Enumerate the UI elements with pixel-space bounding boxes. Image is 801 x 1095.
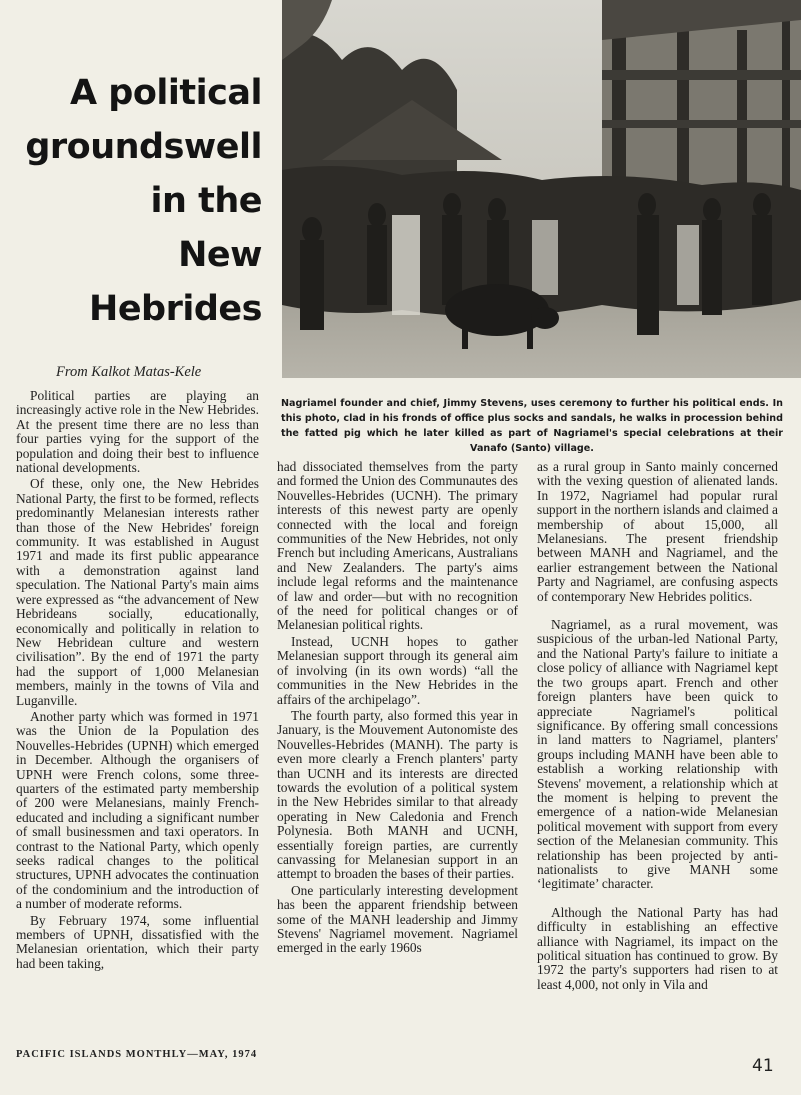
procession-photo (282, 0, 801, 378)
headline-line-5: Hebrides (89, 289, 262, 329)
byline: From Kalkot Matas-Kele (56, 364, 202, 380)
paragraph: Instead, UCNH hopes to gather Melanesian support through its general aim of involving (in its own words) “all the communities in the New Hebrides in the affairs of the archipelago”. (277, 633, 518, 707)
paragraph: Of these, only one, the New Hebrides National Party, the first to be formed, reflects predominantly Melanesian interests rather than those of the New Hebrides' foreign community. It was established in August 1971 and made its first public appearance with a demonstration against land speculation. The National Party's main aims were expressed as “the advancement of New Hebrideans socially, educationally, economically and politically in relation to New Hebridean culture and western civilisation”. By the end of 1971 the party had the support of 1,000 Melanesian members, mainly in the towns of Vila and Luganville. (16, 476, 259, 708)
paragraph: as a rural group in Santo mainly concerned with the vexing question of alienated lands. In 1972, Nagriamel had popular rural support in the northern islands and claimed a membership of about 15,000, all Melanesians. The present friendship between MANH and Nagriamel, and the earlier estrangement between the National Party and Nagriamel, are confusing aspects of contemporary New Hebrides politics. (537, 459, 778, 604)
article-photo (282, 0, 801, 378)
page-number: 41 (752, 1056, 774, 1076)
headline-line-1: A political (70, 73, 262, 113)
article-column-1 (16, 389, 259, 971)
article-headline (20, 66, 262, 336)
paragraph: Although the National Party has had difficulty in establishing an effective alliance with Nagriamel, its impact on the political situation has continued to grow. By 1972 the party's supporters had risen to at least 4,000, not only in Vila and (537, 904, 778, 992)
paragraph: One particularly interesting development has been the apparent friendship between some of the MANH leadership and Jimmy Stevens' Nagriamel movement. Nagriamel emerged in the early 1960s (277, 882, 518, 956)
paragraph: Political parties are playing an increasingly active role in the New Hebrides. At the present time there are no less than four parties vying for the support of the population and doing their best to influence national developments. (16, 388, 259, 476)
paragraph: Another party which was formed in 1971 was the Union de la Population des Nouvelles-Hebrides (UPNH) which emerged in December. Although the organisers of UPNH were French colons, some three-quarters of the estimated party membership of 200 were Melanesians, mainly French-educated and including a significant number of small businessmen and taxi operators. In contrast to the National Party, which openly seeks radical changes to the political structures, UPNH advocates the continuation of the condominium and the introduction of a number of moderate reforms. (16, 708, 259, 912)
headline-line-3: in the (150, 181, 262, 221)
paragraph: Nagriamel, as a rural movement, was suspicious of the urban-led National Party, and the National Party's failure to initiate a close policy of alliance with Nagriamel kept the two groups apart. French and other foreign planters have been quick to appreciate Nagriamel's political significance. By offering small concessions in land matters to Nagriamel, planters' groups including MANH have been able to establish a working relationship with Stevens' movement, a relationship which at the moment is helping to prevent the emergence of a nation-wide Melanesian political movement with support from every section of the Melanesian community. This relationship has been projected by anti-nationalists to give MANH some ‘legitimate’ character. (537, 617, 778, 892)
headline-line-2: groundswell (25, 127, 262, 167)
paragraph: By February 1974, some influential members of UPNH, dissatisfied with the Melanesian orientation, which their party had been taking, (16, 912, 259, 971)
article-column-3 (537, 460, 778, 992)
article-column-2 (277, 460, 518, 956)
paragraph: The fourth party, also formed this year in January, is the Mouvement Autonomiste des Nouvelles-Hebrides (MANH). The party is even more clearly a French planters' party than UCNH and its interests are directed towards the evolution of a political system in the New Hebrides similar to that already operating in New Caledonia and French Polynesia. Both MANH and UCNH, essentially foreign parties, are currently canvassing for Melanesian support in an attempt to broaden the bases of their parties. (277, 707, 518, 882)
photo-caption: Nagriamel founder and chief, Jimmy Stevens, uses ceremony to further his political ends. In this photo, clad in his fronds of office plus socks and sandals, he walks in procession behind the fatted pig which he later killed as part of Nagriamel's special celebrations at their Vanafo (Santo) village. (281, 398, 783, 454)
headline-line-4: New (178, 235, 262, 275)
publication-footer: PACIFIC ISLANDS MONTHLY—MAY, 1974 (16, 1049, 258, 1060)
paragraph: had dissociated themselves from the party and formed the Union des Communautes des Nouvelles-Hebrides (UCNH). The primary interests of this newest party are openly connected with the local and foreign communities of the New Hebrides, not only French but including Americans, Australians and New Zealanders. The party's aims include legal reforms and the maintenance of law and order—but with no recognition of the need for political changes or of Melanesian political rights. (277, 459, 518, 633)
